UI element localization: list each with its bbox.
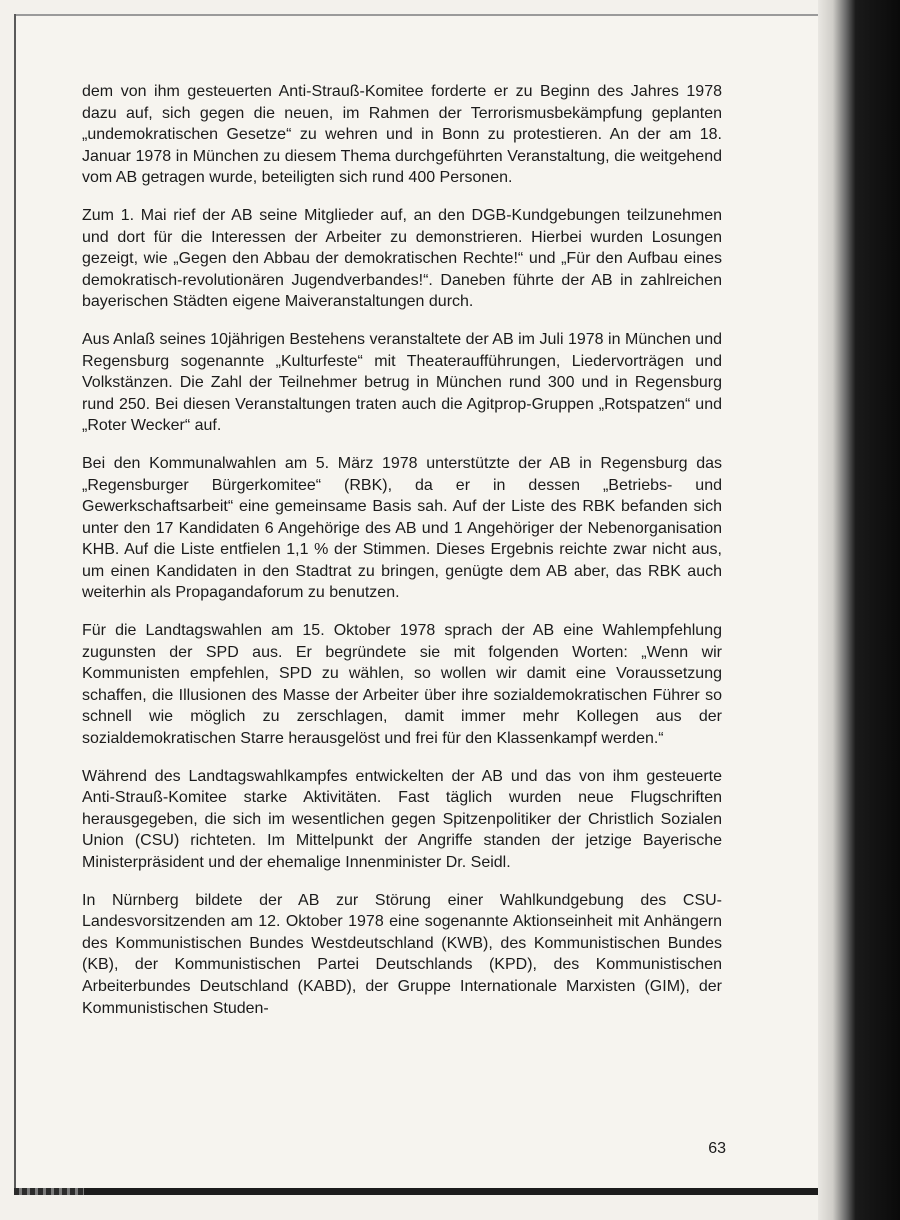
page-left-edge — [14, 14, 16, 1194]
paragraph: Für die Landtagswahlen am 15. Oktober 1978 sprach der AB eine Wahlempfehlung zugunsten der SPD aus. Er begründete sie mit folgenden Worten: „Wenn wir Kommunisten empfehlen, SPD zu wählen, so wollen wir damit eine Voraussetzung schaffen, die Illusionen des Masse der Arbeiter über ihre sozialdemokratischen Führer so schnell wie möglich zu zerschlagen, damit immer mehr Kollegen aus der sozialdemokratischen Starre herausgelöst und frei für den Klassenkampf werden.“ — [82, 622, 722, 748]
page-bottom-edge — [14, 1188, 818, 1195]
paragraph: Aus Anlaß seines 10jährigen Bestehens veranstaltete der AB im Juli 1978 in München und Regensburg sogenannte „Kulturfeste“ mit Theateraufführungen, Liedervorträgen und Volkstänzen. Die Zahl der Teilnehmer betrug in München rund 300 und in Regensburg rund 250. Bei diesen Veranstaltungen traten auch die Agitprop-Gruppen „Rotspatzen“ und „Roter Wecker“ auf. — [82, 330, 722, 435]
page-top-edge — [14, 14, 840, 16]
book-spine-shadow — [818, 0, 900, 1220]
paragraph: In Nürnberg bildete der AB zur Störung einer Wahlkundgebung des CSU-Landesvorsitzenden am 12. Oktober 1978 eine sogenannte Aktionseinheit mit Anhängern des Kommunistischen Bundes Westdeutschland (KWB), des Kommunistischen Bundes (KB), der Kommunistischen Partei Deutschlands (KPD), des Kommunistischen Arbeiterbundes Deutschland (KABD), der Gruppe Internationale Marxisten (GIM), der Kommunistischen Studen- — [82, 891, 722, 1017]
paragraph: dem von ihm gesteuerten Anti-Strauß-Komitee forderte er zu Beginn des Jahres 1978 dazu auf, sich gegen die neuen, im Rahmen der Terrorismusbekämpfung geplanten „undemokratischen Gesetze“ zu wehren und in Bonn zu protestieren. An der am 18. Januar 1978 in München zu diesem Thema durchgeführten Veranstaltung, die weitgehend vom AB getragen wurde, beteiligten sich rund 400 Personen. — [82, 83, 722, 187]
scan-corner-mark — [14, 1188, 84, 1195]
paragraph: Bei den Kommunalwahlen am 5. März 1978 unterstützte der AB in Regensburg das „Regensburger Bürgerkomitee“ (RBK), da er in dessen „Betriebs- und Gewerkschaftsarbeit“ eine gemeinsame Basis sah. Auf der Liste des RBK befanden sich unter den 17 Kandidaten 6 Angehörige des AB und 1 Angehöriger der Nebenorganisation KHB. Auf die Liste entfielen 1,1 % der Stimmen. Dieses Ergebnis reichte zwar nicht aus, um einen Kandidaten in den Stadtrat zu bringen, genügte dem AB aber, das RBK auch weiterhin als Propagandaforum zu benutzen. — [82, 454, 722, 602]
body-text — [82, 81, 722, 1035]
paragraph: Während des Landtagswahlkampfes entwickelten der AB und das von ihm gesteuerte Anti-Strauß-Komitee starke Aktivitäten. Fast täglich wurden neue Flugschriften herausgegeben, die sich im wesentlichen gegen Spitzenpolitiker der Christlich Sozialen Union (CSU) richteten. Im Mittelpunkt der Angriffe standen der jetzige Bayerische Ministerpräsident und der ehemalige Innenminister Dr. Seidl. — [82, 767, 722, 871]
paragraph: Zum 1. Mai rief der AB seine Mitglieder auf, an den DGB-Kundgebungen teilzunehmen und dort für die Interessen der Arbeiter zu demonstrieren. Hierbei wurden Losungen gezeigt, wie „Gegen den Abbau der demokratischen Rechte!“ und „Für den Aufbau eines demokratisch-revolutionären Jugendverbandes!“. Daneben führte der AB in zahlreichen bayerischen Städten eigene Maiveranstaltungen durch. — [82, 206, 722, 311]
page-number: 63 — [708, 1140, 726, 1157]
